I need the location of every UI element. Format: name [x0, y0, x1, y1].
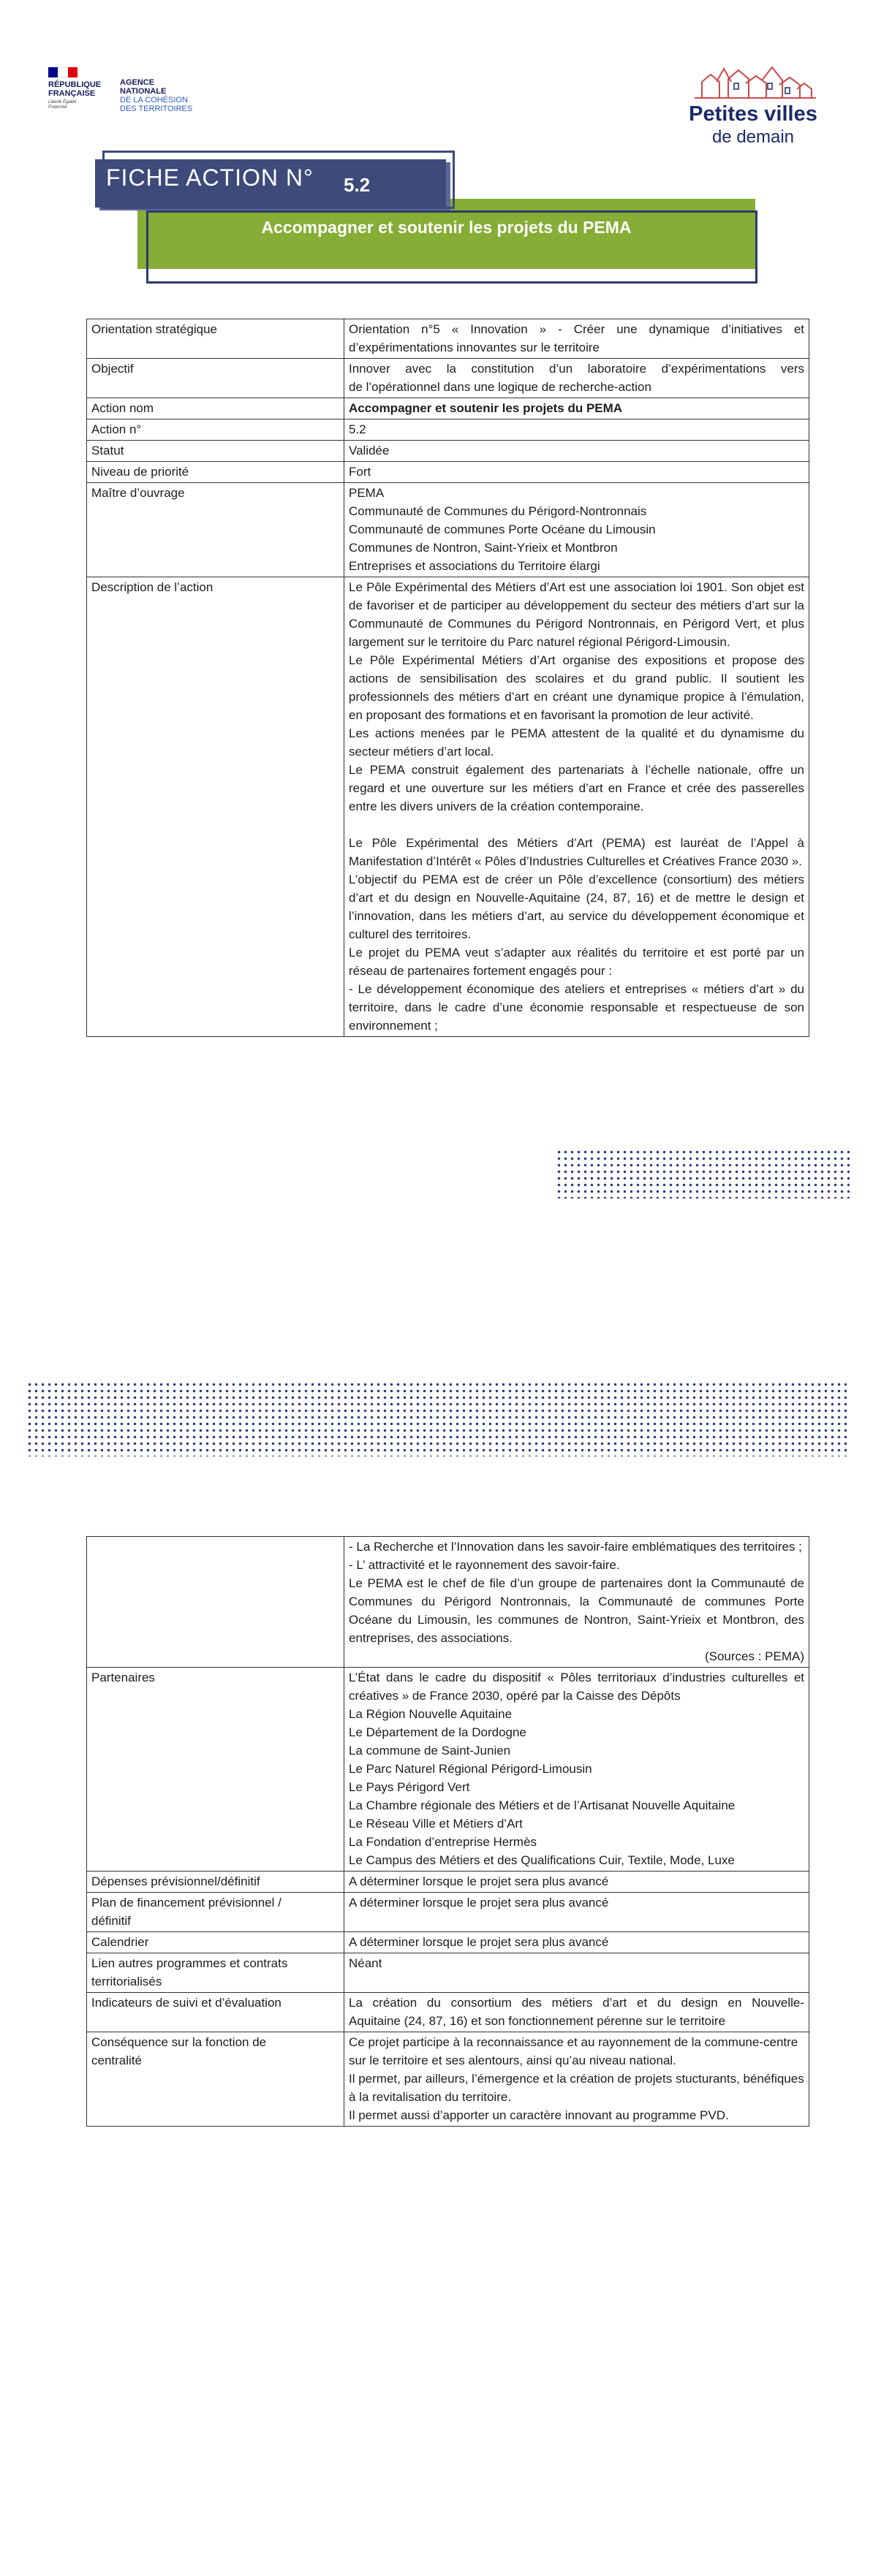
action-nom-value: Accompagner et soutenir les projets du PEMA	[344, 398, 809, 419]
description-value	[344, 577, 809, 1037]
indicateurs-value	[344, 1993, 809, 2032]
action-n-label: Action n°	[87, 419, 344, 441]
consequence-label-line-1: Conséquence sur la fonction de	[91, 2035, 267, 2049]
statut-label: Statut	[87, 441, 344, 462]
fiche-action-label: FICHE ACTION N°	[106, 164, 314, 191]
plan-label-line-2: définitif	[91, 1914, 131, 1928]
consequence-paragraph: Ce projet participe à la reconnaissance et au rayonnement de la commune-centre sur le territoire et ses alentours, ainsi qu’au niveau national.	[349, 2035, 798, 2067]
fiche-action-number: 5.2	[344, 174, 371, 196]
indicateurs-line-1: La création du consortium des métiers d’art et du design en Nouvelle-	[349, 1996, 804, 2010]
row-objectif	[87, 359, 809, 398]
fiche-table-2	[86, 1536, 809, 2127]
dot-pattern-top	[556, 1149, 850, 1198]
row-maitre-ouvrage	[87, 483, 809, 577]
calendrier-value: A déterminer lorsque le projet sera plus avancé	[344, 1932, 809, 1953]
description-paragraph: Le PEMA construit également des partenariats à l’échelle nationale, offre un regard et une ouverture sur les métiers d’art en France et crée des passerelles entre les divers univers de la création contemporaine.	[349, 763, 804, 813]
partenaire-item: Le Campus des Métiers et des Qualifications Cuir, Textile, Mode, Luxe	[349, 1853, 735, 1867]
partenaire-item: Le Département de la Dordogne	[349, 1725, 526, 1739]
row-consequence	[87, 2032, 809, 2127]
objectif-line-1: Innover avec la constitution d’un laboratoire d’expérimentations vers	[349, 362, 804, 376]
orientation-line-2: d’expérimentations innovantes sur le territoire	[349, 341, 600, 354]
orientation-value	[344, 319, 809, 359]
lien-label	[87, 1953, 344, 1993]
objectif-label: Objectif	[87, 359, 344, 398]
action-nom-label: Action nom	[87, 398, 344, 419]
orientation-line-1: Orientation n°5 « Innovation » - Créer une dynamique d’initiatives et	[349, 322, 804, 336]
description-paragraph: Le Pôle Expérimental Métiers d’Art organise des expositions et propose des actions de sensibilisation des scolaires et du grand public. Il soutient les professionnels des métiers d’art en créant une dynamique propice à l’émulation, en proposant des formations et en favorisant la promotion de leur activité.	[349, 653, 804, 722]
anct-logo	[120, 78, 192, 113]
description-paragraph: Le Pôle Expérimental des Métiers d’Art (PEMA) est lauréat de l’Appel à Manifestation d’Intérêt « Pôles d’Industries Culturelles et Créatives France 2030 ».	[349, 836, 804, 868]
description-paragraph: - Le développement économique des ateliers et entreprises « métiers d’art » du territoire, dans le cadre d’une économie responsable et respectueuse de son environnement ;	[349, 982, 804, 1033]
description-label: Description de l’action	[87, 577, 344, 1037]
partenaire-item: Le Pays Périgord Vert	[349, 1780, 470, 1794]
description-paragraph: Les actions menées par le PEMA attestent de la qualité et du dynamisme du secteur métiers d’art local.	[349, 726, 804, 759]
consequence-label-line-2: centralité	[91, 2053, 142, 2067]
rf-name: RÉPUBLIQUE FRANÇAISE	[48, 80, 102, 98]
lien-value: Néant	[344, 1953, 809, 1993]
description-paragraph: L’objectif du PEMA est de créer un Pôle d’excellence (consortium) des métiers d’art et du design en Nouvelle-Aquitaine (24, 87, 16) et de mettre le design et l’innovation, dans les métiers d’art, au service du développement économique et culturel des territoires.	[349, 873, 804, 941]
action-n-value: 5.2	[344, 419, 809, 441]
row-plan-financement	[87, 1893, 809, 1932]
moa-line: Communauté de communes Porte Océane du Limousin	[349, 523, 656, 536]
consequence-value	[344, 2032, 809, 2127]
anct-line-2: NATIONALE	[120, 87, 167, 96]
description-spacer	[349, 816, 804, 834]
row-partenaires	[87, 1668, 809, 1872]
moa-line: Entreprises et associations du Territoire élargi	[349, 559, 600, 573]
row-priorite	[87, 462, 809, 483]
anct-line-1: AGENCE	[120, 78, 155, 87]
partenaire-item: La Fondation d’entreprise Hermès	[349, 1835, 537, 1849]
petites-villes-de-demain-logo	[680, 60, 826, 147]
french-flag-icon	[48, 67, 78, 77]
row-statut	[87, 441, 809, 462]
partenaires-value	[344, 1668, 809, 1872]
objectif-line-2: de l’opérationnel dans une logique de recherche-action	[349, 380, 651, 394]
statut-value: Validée	[344, 441, 809, 462]
moa-line: Communes de Nontron, Saint-Yrieix et Montbron	[349, 541, 618, 555]
moa-label: Maître d’ouvrage	[87, 483, 344, 577]
row-calendrier	[87, 1932, 809, 1953]
republique-francaise-logo	[48, 67, 121, 110]
moa-value	[344, 483, 809, 577]
partenaire-item: Le Parc Naturel Régional Périgord-Limousin	[349, 1762, 592, 1776]
description-continued-value	[344, 1537, 809, 1668]
anct-line-4: DES TERRITOIRES	[120, 105, 193, 113]
lien-label-line-1: Lien autres programmes et contrats	[91, 1956, 288, 1970]
depenses-label: Dépenses prévisionnel/définitif	[87, 1872, 344, 1893]
plan-label	[87, 1893, 344, 1932]
moa-line: PEMA	[349, 486, 385, 500]
plan-label-line-1: Plan de financement prévisionnel /	[91, 1896, 281, 1910]
empty-label-cell	[87, 1537, 344, 1668]
partenaire-item: Le Réseau Ville et Métiers d’Art	[349, 1817, 523, 1831]
pvd-subtitle: de demain	[711, 127, 795, 147]
rf-motto: Liberté Égalité Fraternité	[48, 100, 77, 110]
continuation-paragraph: - L’ attractivité et le rayonnement des savoir-faire.	[349, 1558, 620, 1572]
partenaire-item: La Région Nouvelle Aquitaine	[349, 1707, 513, 1721]
row-description-continued	[87, 1537, 809, 1668]
objectif-value	[344, 359, 809, 398]
priorite-label: Niveau de priorité	[87, 462, 344, 483]
continuation-paragraph: Le PEMA est le chef de file d’un groupe de partenaires dont la Communauté de Communes du Périgord Nontronnais, la Communauté de communes Porte Océane du Limousin, les communes de Nontron, Saint-Yrieix et Montbron, des entreprises, des associations.	[349, 1576, 804, 1645]
partenaires-label: Partenaires	[87, 1668, 344, 1872]
indicateurs-label: Indicateurs de suivi et d’évaluation	[87, 1993, 344, 2032]
row-indicateurs	[87, 1993, 809, 2032]
partenaire-item: L’État dans le cadre du dispositif « Pôles territoriaux d’industries culturelles et créatives » de France 2030, opéré par la Caisse des Dépôts	[349, 1671, 804, 1703]
consequence-paragraph: Il permet aussi d’apporter un caractère innovant au programme PVD.	[349, 2108, 729, 2122]
dot-pattern-bottom	[26, 1381, 850, 1456]
sources-note: (Sources : PEMA)	[704, 1649, 804, 1663]
plan-value: A déterminer lorsque le projet sera plus avancé	[344, 1893, 809, 1932]
consequence-paragraph: Il permet, par ailleurs, l’émergence et la création de projets stucturants, bénéfiques à la revitalisation du territoire.	[349, 2072, 804, 2104]
lien-label-line-2: territorialisés	[91, 1975, 162, 1988]
calendrier-label: Calendrier	[87, 1932, 344, 1953]
fiche-table-1	[86, 319, 809, 1037]
row-depenses	[87, 1872, 809, 1893]
pvd-title: Petites villes	[689, 102, 817, 126]
indicateurs-line-2: Aquitaine (24, 87, 16) et son fonctionnement pérenne sur le territoire	[349, 2014, 726, 2028]
orientation-label: Orientation stratégique	[87, 319, 344, 359]
anct-line-3: DE LA COHÉSION	[120, 96, 188, 105]
consequence-label	[87, 2032, 344, 2127]
village-rooftops-icon	[680, 60, 826, 104]
action-title: Accompagner et soutenir les projets du PEMA	[261, 218, 632, 237]
partenaire-item: La Chambre régionale des Métiers et de l’Artisanat Nouvelle Aquitaine	[349, 1798, 736, 1812]
partenaire-item: La commune de Saint-Junien	[349, 1744, 511, 1758]
row-action-n	[87, 419, 809, 441]
description-paragraph: Le projet du PEMA veut s’adapter aux réalités du territoire et est porté par un réseau de partenaires fortement engagés pour :	[349, 946, 804, 978]
priorite-value: Fort	[344, 462, 809, 483]
row-description	[87, 577, 809, 1037]
row-action-nom	[87, 398, 809, 419]
description-paragraph: Le Pôle Expérimental des Métiers d’Art est une association loi 1901. Son objet est de favoriser et de participer au développement du secteur des métiers d’art sur la Communauté de Communes du Périgord Nontronnais, en Périgord Vert, et plus largement sur le territoire du Parc naturel régional Périgord-Limousin.	[349, 580, 804, 649]
continuation-paragraph: - La Recherche et l’Innovation dans les savoir-faire emblématiques des territoires ;	[349, 1540, 802, 1554]
depenses-value: A déterminer lorsque le projet sera plus avancé	[344, 1872, 809, 1893]
moa-line: Communauté de Communes du Périgord-Nontronnais	[349, 504, 647, 518]
row-orientation	[87, 319, 809, 359]
row-lien-programmes	[87, 1953, 809, 1993]
